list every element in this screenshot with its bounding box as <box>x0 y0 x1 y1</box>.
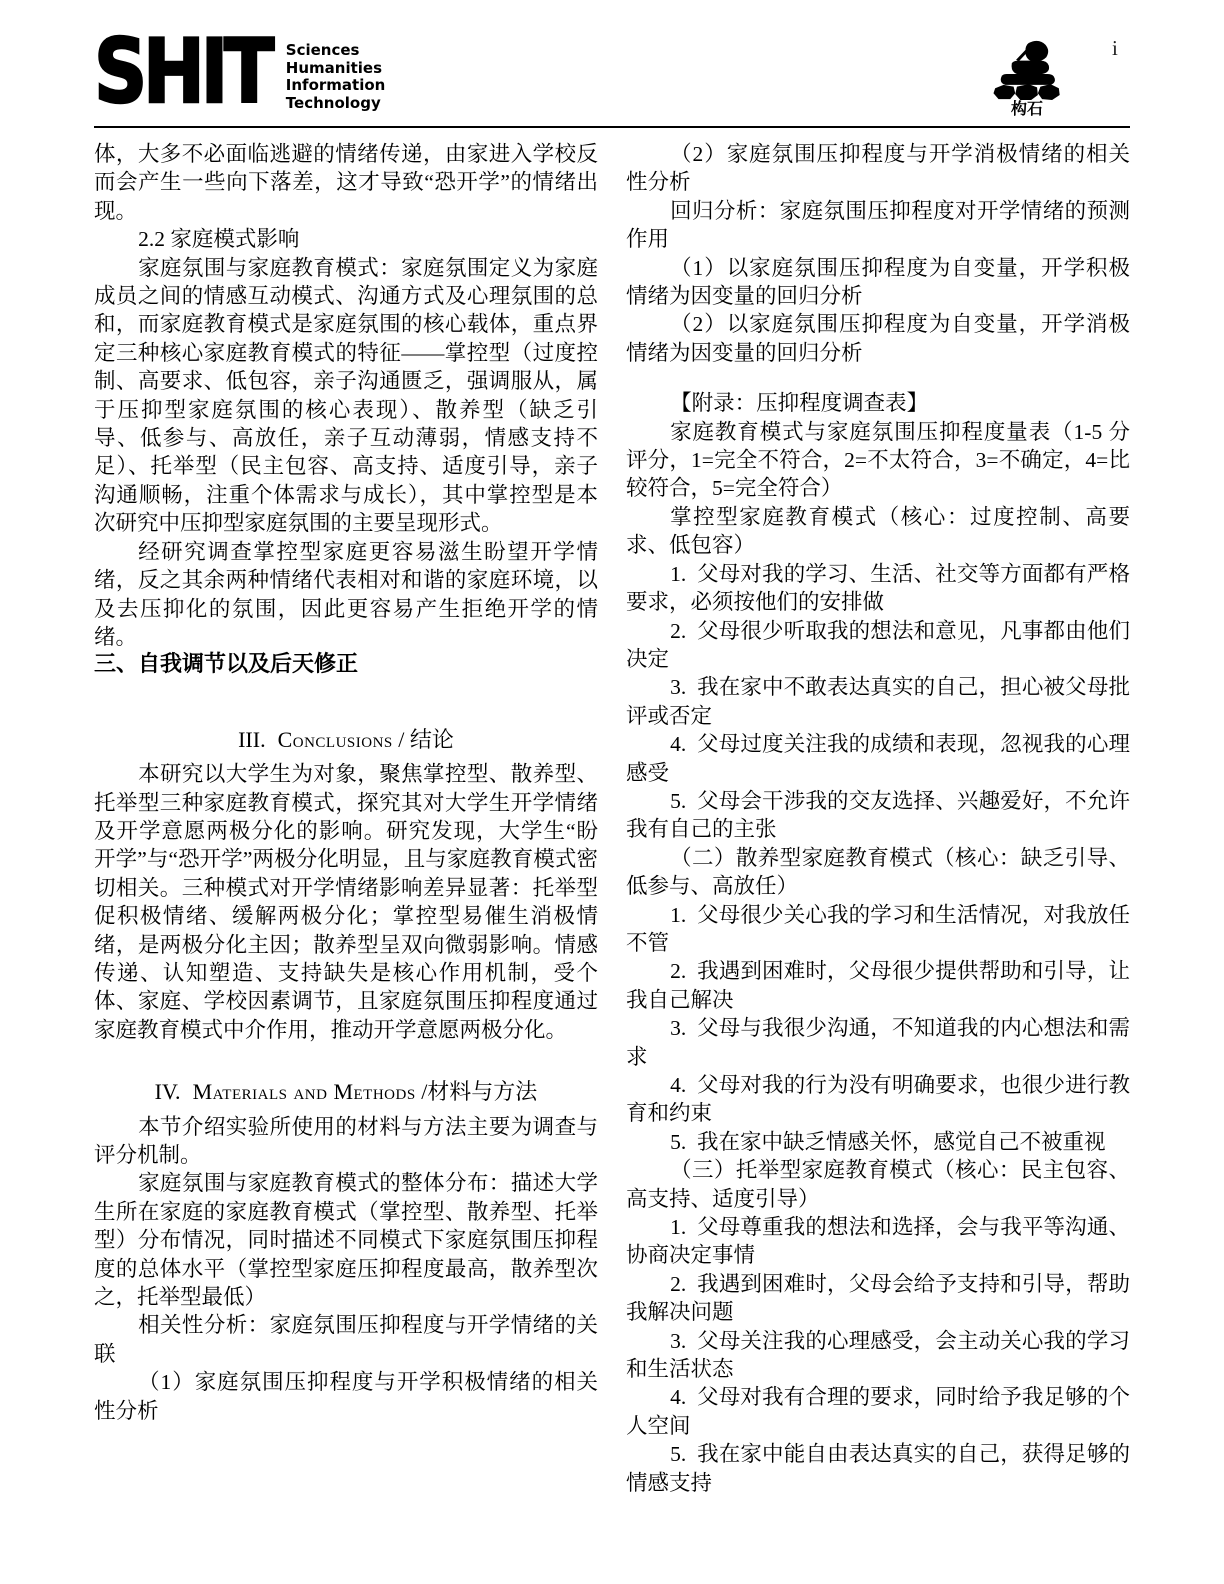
paragraph: 经研究调查掌控型家庭更容易滋生盼望开学情绪，反之其余两种情绪代表相对和谐的家庭环境，以及去压抑化的氛围，因此更容易产生拒绝开学的情绪。 <box>94 539 598 649</box>
journal-logo <box>94 20 1130 123</box>
stone-pile-icon <box>985 38 1069 100</box>
survey-item: 5. 父母会干涉我的交友选择、兴趣爱好，不允许我有自己的主张 <box>626 788 1130 842</box>
section-title-latin: Conclusions <box>277 726 393 752</box>
tagline-line: Sciences <box>285 41 360 59</box>
tagline-line: Humanities <box>285 58 383 77</box>
paragraph: 体，大多不必面临逃避的情绪传递，由家进入学校反而会产生一些向下落差，这才导致“恐开学”的情绪出现。 <box>94 142 598 223</box>
survey-item: 1. 父母很少关心我的学习和生活情况，对我放任不管 <box>626 902 1130 955</box>
two-column-body <box>94 140 1130 1497</box>
section-title-latin: Materials and Methods <box>192 1079 416 1105</box>
header-rule <box>94 126 1130 128</box>
paragraph: （2）家庭氛围压抑程度与开学消极情绪的相关性分析 <box>626 142 1130 195</box>
stone-pile-logo-caption: 构石 <box>1010 99 1043 118</box>
survey-item: 1. 父母对我的学习、生活、社交等方面都有严格要求，必须按他们的安排做 <box>626 561 1130 615</box>
survey-item: 3. 父母关注我的心理感受，会主动关心我的学习和生活状态 <box>626 1328 1130 1382</box>
paragraph: （1）家庭氛围压抑程度与开学积极情绪的相关性分析 <box>94 1370 598 1423</box>
paragraph: （二）散养型家庭教育模式（核心：缺乏引导、低参与、高放任） <box>626 845 1130 899</box>
section-number: III. <box>238 726 266 752</box>
section-heading-conclusions <box>94 726 598 754</box>
right-column <box>626 140 1130 1497</box>
paragraph: 回归分析：家庭氛围压抑程度对开学情绪的预测作用 <box>626 198 1130 252</box>
section-title-cn: / 结论 <box>392 726 454 752</box>
paragraph: 掌控型家庭教育模式（核心：过度控制、高要求、低包容） <box>626 504 1130 558</box>
journal-tagline <box>286 42 386 112</box>
section-title-cn: /材料与方法 <box>415 1079 538 1105</box>
survey-item: 5. 我在家中能自由表达真实的自己，获得足够的情感支持 <box>626 1442 1130 1495</box>
appendix-heading: 【附录：压抑程度调查表】 <box>670 391 929 416</box>
survey-item: 2. 我遇到困难时，父母很少提供帮助和引导，让我自己解决 <box>626 959 1130 1012</box>
section-number: IV. <box>154 1079 181 1105</box>
subsection-heading: 2.2 家庭模式影响 <box>138 227 300 252</box>
survey-item: 5. 我在家中缺乏情感关怀，感觉自己不被重视 <box>670 1129 1106 1154</box>
paragraph: 家庭氛围与家庭教育模式的整体分布：描述大学生所在家庭的家庭教育模式（掌控型、散养型、托举型）分布情况，同时描述不同模式下家庭氛围压抑程度的总体水平（掌控型家庭压抑程度最高，散养型次之，托举型最低） <box>94 1171 598 1310</box>
paragraph: 家庭教育模式与家庭氛围压抑程度量表（1-5 分评分，1=完全不符合，2=不太符合，3=不确定，4=比较符合，5=完全符合） <box>626 419 1130 501</box>
survey-item: 4. 父母过度关注我的成绩和表现，忽视我的心理感受 <box>626 732 1130 785</box>
paragraph: 本研究以大学生为对象，聚焦掌控型、散养型、托举型三种家庭教育模式，探究其对大学生开学情绪及开学意愿两极分化的影响。研究发现，大学生“盼开学”与“恐开学”两极分化明显，且与家庭教育模式密切相关。三种模式对开学情绪影响差异显著：托举型促积极情绪、缓解两极分化；掌控型易催生消极情绪，是两极分化主因；散养型呈双向微弱影响。情感传递、认知塑造、支持缺失是核心作用机制，受个体、家庭、学校因素调节，且家庭氛围压抑程度通过家庭教育模式中介作用，推动开学意愿两极分化。 <box>94 762 598 1042</box>
paragraph: （1）以家庭氛围压抑程度为自变量，开学积极情绪为因变量的回归分析 <box>626 255 1130 309</box>
tagline-line: Technology <box>285 93 381 112</box>
survey-item: 3. 父母与我很少沟通，不知道我的内心想法和需求 <box>626 1016 1130 1069</box>
survey-item: 3. 我在家中不敢表达真实的自己，担心被父母批评或否定 <box>626 675 1130 728</box>
survey-item: 2. 我遇到困难时，父母会给予支持和引导，帮助我解决问题 <box>626 1271 1130 1325</box>
page-header <box>94 20 1130 123</box>
page-number: i <box>1112 36 1118 60</box>
section-heading-cn: 三、自我调节以及后天修正 <box>94 652 359 678</box>
stone-pile-logo <box>985 38 1069 118</box>
survey-item: 2. 父母很少听取我的想法和意见，凡事都由他们决定 <box>626 618 1130 671</box>
section-heading-methods <box>94 1078 598 1106</box>
paragraph: 本节介绍实验所使用的材料与方法主要为调查与评分机制。 <box>94 1114 598 1167</box>
paragraph: 相关性分析：家庭氛围压抑程度与开学情绪的关联 <box>94 1313 598 1366</box>
paragraph: （三）托举型家庭教育模式（核心：民主包容、高支持、适度引导） <box>626 1158 1130 1211</box>
journal-logo-text: SHIT <box>94 20 271 123</box>
survey-item: 1. 父母尊重我的想法和选择，会与我平等沟通、协商决定事情 <box>626 1215 1130 1268</box>
tagline-line: Information <box>285 76 386 94</box>
left-column <box>94 140 598 1497</box>
paragraph: （2）以家庭氛围压抑程度为自变量，开学消极情绪为因变量的回归分析 <box>626 312 1130 365</box>
paragraph: 家庭氛围与家庭教育模式：家庭氛围定义为家庭成员之间的情感互动模式、沟通方式及心理氛围的总和，而家庭教育模式是家庭氛围的核心载体，重点界定三种核心家庭教育模式的特征——掌控型（过度控制、高要求、低包容，亲子沟通匮乏，强调服从，属于压抑型家庭氛围的核心表现）、散养型（缺乏引导、低参与、高放任，亲子互动薄弱，情感支持不足）、托举型（民主包容、高支持、适度引导，亲子沟通顺畅，注重个体需求与成长），其中掌控型是本次研究中压抑型家庭氛围的主要呈现形式。 <box>94 255 598 536</box>
survey-item: 4. 父母对我有合理的要求，同时给予我足够的个人空间 <box>626 1385 1130 1438</box>
survey-item: 4. 父母对我的行为没有明确要求，也很少进行教育和约束 <box>626 1073 1130 1126</box>
